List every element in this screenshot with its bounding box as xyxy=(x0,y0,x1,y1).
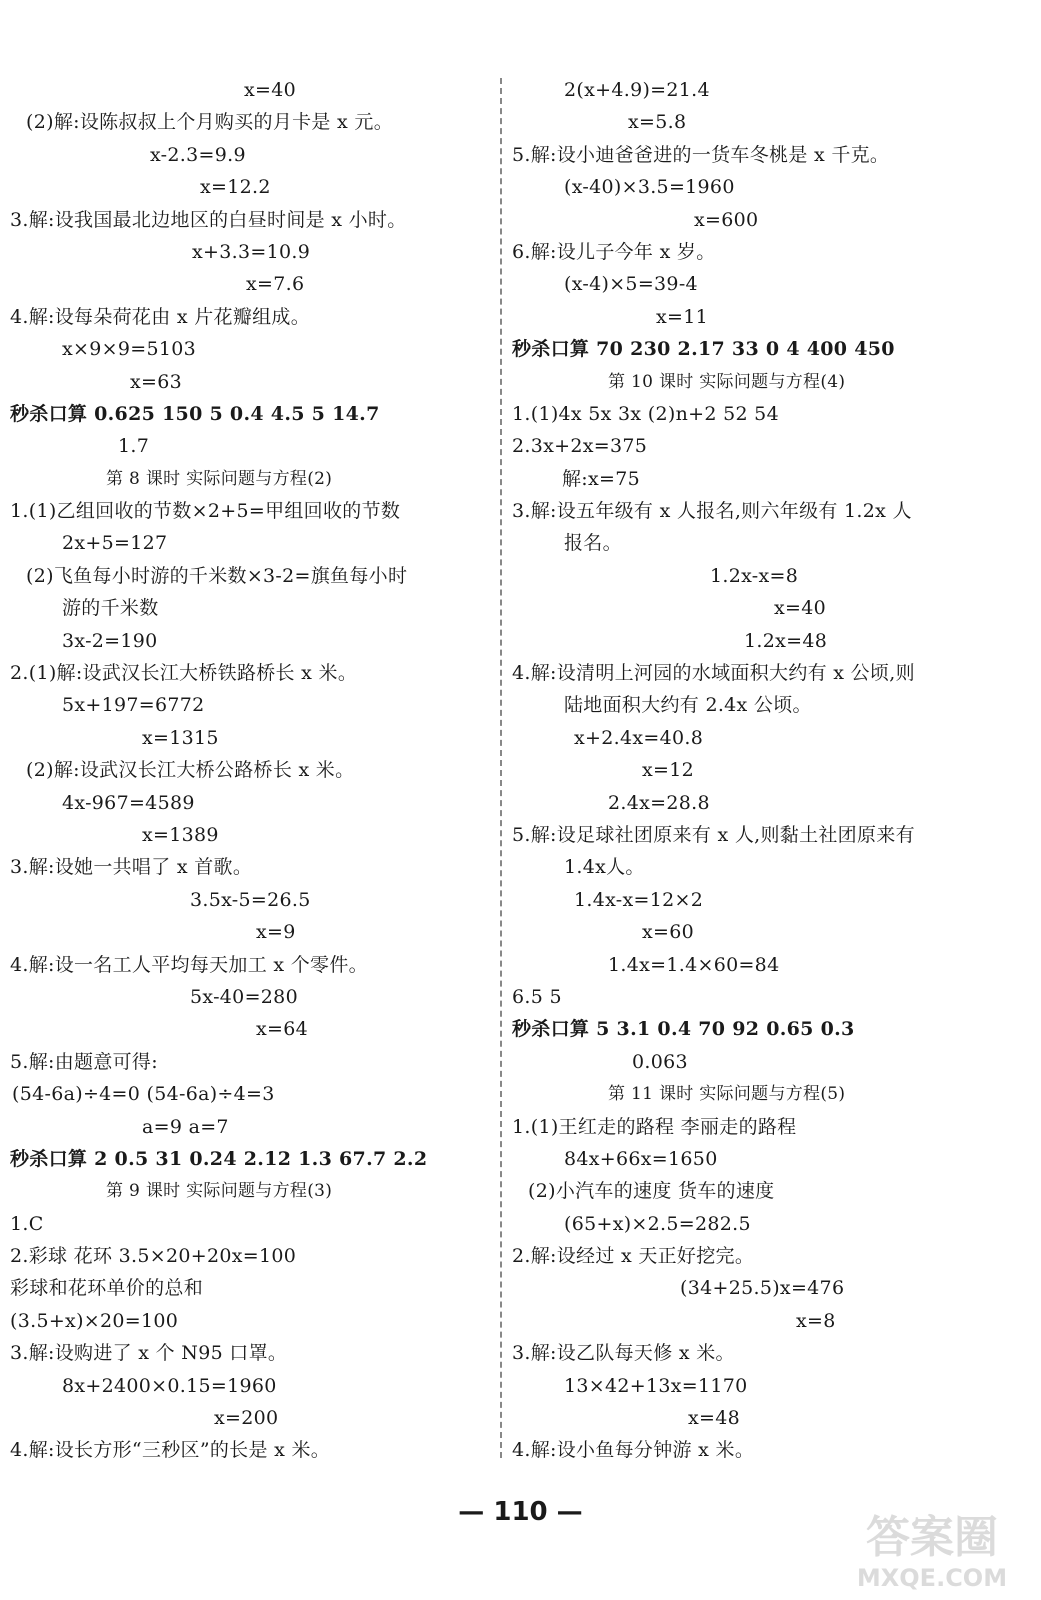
answer-line: 5.解:设足球社团原来有 x 人,则黏土社团原来有 xyxy=(512,823,915,846)
mental-math-row: 秒杀口算 5 3.1 0.4 70 92 0.65 0.3 xyxy=(512,1018,855,1041)
watermark-logo xyxy=(837,1504,1027,1594)
answer-line: x=1389 xyxy=(142,823,219,846)
answer-line: 4.解:设一名工人平均每天加工 x 个零件。 xyxy=(10,953,368,976)
right-column xyxy=(512,74,1012,1467)
answer-line: 3.解:设乙队每天修 x 米。 xyxy=(512,1342,735,1365)
mental-math-row: 秒杀口算 70 230 2.17 33 0 4 400 450 xyxy=(512,338,895,361)
answer-line: 1.(1)4x 5x 3x (2)n+2 52 54 xyxy=(512,402,779,425)
answer-line: x×9×9=5103 xyxy=(62,338,197,361)
answer-line: x=11 xyxy=(656,305,709,328)
answer-line: 1.2x=48 xyxy=(744,629,828,652)
answer-line: 1.2x-x=8 xyxy=(710,564,799,587)
left-column xyxy=(10,74,495,1467)
answer-line: x=60 xyxy=(642,921,695,944)
lesson-heading: 第 11 课时 实际问题与方程(5) xyxy=(608,1084,846,1105)
answer-line: 5x-40=280 xyxy=(190,985,298,1008)
answer-line: 3x-2=190 xyxy=(62,629,158,652)
answer-line: 2.3x+2x=375 xyxy=(512,435,648,458)
answer-line: 2.解:设经过 x 天正好挖完。 xyxy=(512,1245,755,1268)
answer-line: x=9 xyxy=(256,921,296,944)
answer-line: 游的千米数 xyxy=(62,597,159,620)
answer-line: (x-40)×3.5=1960 xyxy=(564,176,735,199)
answer-line: x=8 xyxy=(796,1309,836,1332)
answer-line: x=63 xyxy=(130,370,183,393)
watermark-logo-bottom: MXQE.COM xyxy=(856,1564,1008,1592)
answer-line: 5.解:由题意可得: xyxy=(10,1050,158,1073)
answer-line: 3.解:设我国最北边地区的白昼时间是 x 小时。 xyxy=(10,208,407,231)
answer-line: 1.4x=1.4×60=84 xyxy=(608,953,780,976)
answer-line: 2(x+4.9)=21.4 xyxy=(564,79,710,101)
answer-line: x=200 xyxy=(214,1407,279,1430)
answer-line: (54-6a)÷4=0 (54-6a)÷4=3 xyxy=(12,1083,275,1106)
answer-line: x=12 xyxy=(642,759,695,782)
lesson-heading: 第 8 课时 实际问题与方程(2) xyxy=(106,468,333,489)
answer-line: 1.7 xyxy=(118,435,150,458)
answer-line: x-2.3=9.9 xyxy=(150,143,246,166)
answer-line: 4.解:设每朵荷花由 x 片花瓣组成。 xyxy=(10,305,311,328)
lesson-heading: 第 10 课时 实际问题与方程(4) xyxy=(608,371,846,392)
answer-line: 4.解:设长方形“三秒区”的长是 x 米。 xyxy=(10,1439,331,1462)
answer-line: (34+25.5)x=476 xyxy=(680,1277,845,1300)
answer-line: x=7.6 xyxy=(246,273,305,296)
answer-line: 3.解:设她一共唱了 x 首歌。 xyxy=(10,856,253,879)
answer-line: (65+x)×2.5=282.5 xyxy=(564,1212,751,1235)
answer-line: 2x+5=127 xyxy=(62,532,168,555)
answer-line: 6.5 5 xyxy=(512,985,562,1008)
answer-line: 2.(1)解:设武汉长江大桥铁路桥长 x 米。 xyxy=(10,662,358,685)
mental-math-row: 秒杀口算 0.625 150 5 0.4 4.5 5 14.7 xyxy=(10,402,380,425)
answer-line: x=1315 xyxy=(142,726,219,749)
answer-line: x=12.2 xyxy=(200,176,271,199)
answer-line: (x-4)×5=39-4 xyxy=(564,273,698,296)
answer-line: 13×42+13x=1170 xyxy=(564,1374,748,1397)
answer-line: 彩球和花环单价的总和 xyxy=(10,1277,204,1300)
column-divider xyxy=(500,78,502,1458)
mental-math-row: 秒杀口算 2 0.5 31 0.24 2.12 1.3 67.7 2.2 xyxy=(10,1147,428,1170)
answer-line: (2)小汽车的速度 货车的速度 xyxy=(528,1180,775,1203)
answer-line: 3.解:设购进了 x 个 N95 口罩。 xyxy=(10,1342,288,1365)
answer-line: 1.4x-x=12×2 xyxy=(574,888,704,911)
lesson-heading: 第 9 课时 实际问题与方程(3) xyxy=(106,1181,333,1202)
answer-line: x=64 xyxy=(256,1018,309,1041)
answer-line: 4x-967=4589 xyxy=(62,791,195,814)
answer-line: 1.(1)王红走的路程 李丽走的路程 xyxy=(512,1115,797,1138)
answer-line: 4.解:设清明上河园的水域面积大约有 x 公顷,则 xyxy=(512,662,915,685)
answer-line: x=600 xyxy=(694,208,759,231)
answer-line: x+3.3=10.9 xyxy=(192,240,311,263)
answer-line: 2.4x=28.8 xyxy=(608,791,710,814)
answer-line: a=9 a=7 xyxy=(142,1115,229,1138)
answer-line: 6.解:设儿子今年 x 岁。 xyxy=(512,240,716,263)
answer-line: 3.解:设五年级有 x 人报名,则六年级有 1.2x 人 xyxy=(512,500,912,523)
page-number: — 110 — xyxy=(458,1497,583,1527)
answer-line: (2)飞鱼每小时游的千米数×3-2=旗鱼每小时 xyxy=(26,564,408,587)
answer-line: x=40 xyxy=(774,597,827,620)
answer-line: (3.5+x)×20=100 xyxy=(10,1309,179,1332)
answer-line: 2.彩球 花环 3.5×20+20x=100 xyxy=(10,1245,297,1268)
watermark-logo-top: 答案圈 xyxy=(866,1512,998,1563)
answer-line: x+2.4x=40.8 xyxy=(574,726,704,749)
answer-line: 0.063 xyxy=(632,1050,688,1073)
answer-line: 5x+197=6772 xyxy=(62,694,205,717)
answer-line: x=5.8 xyxy=(628,111,687,134)
answer-line: 报名。 xyxy=(564,532,622,555)
answer-line: 1.4x人。 xyxy=(564,856,645,879)
answer-line: x=48 xyxy=(688,1407,741,1430)
answer-line: (2)解:设陈叔叔上个月购买的月卡是 x 元。 xyxy=(26,111,394,134)
answer-line: x=40 xyxy=(244,79,297,101)
answer-line: 1.(1)乙组回收的节数×2+5=甲组回收的节数 xyxy=(10,500,401,523)
answer-line: 3.5x-5=26.5 xyxy=(190,888,311,911)
answer-line: 5.解:设小迪爸爸进的一货车冬桃是 x 千克。 xyxy=(512,143,890,166)
answer-line: (2)解:设武汉长江大桥公路桥长 x 米。 xyxy=(26,759,355,782)
answer-line: 陆地面积大约有 2.4x 公顷。 xyxy=(564,694,812,717)
answer-line: 84x+66x=1650 xyxy=(564,1147,718,1170)
answer-line: 1.C xyxy=(10,1212,44,1235)
answer-line: 解:x=75 xyxy=(562,467,641,490)
answer-line: 4.解:设小鱼每分钟游 x 米。 xyxy=(512,1439,755,1462)
answer-line: 8x+2400×0.15=1960 xyxy=(62,1374,277,1397)
